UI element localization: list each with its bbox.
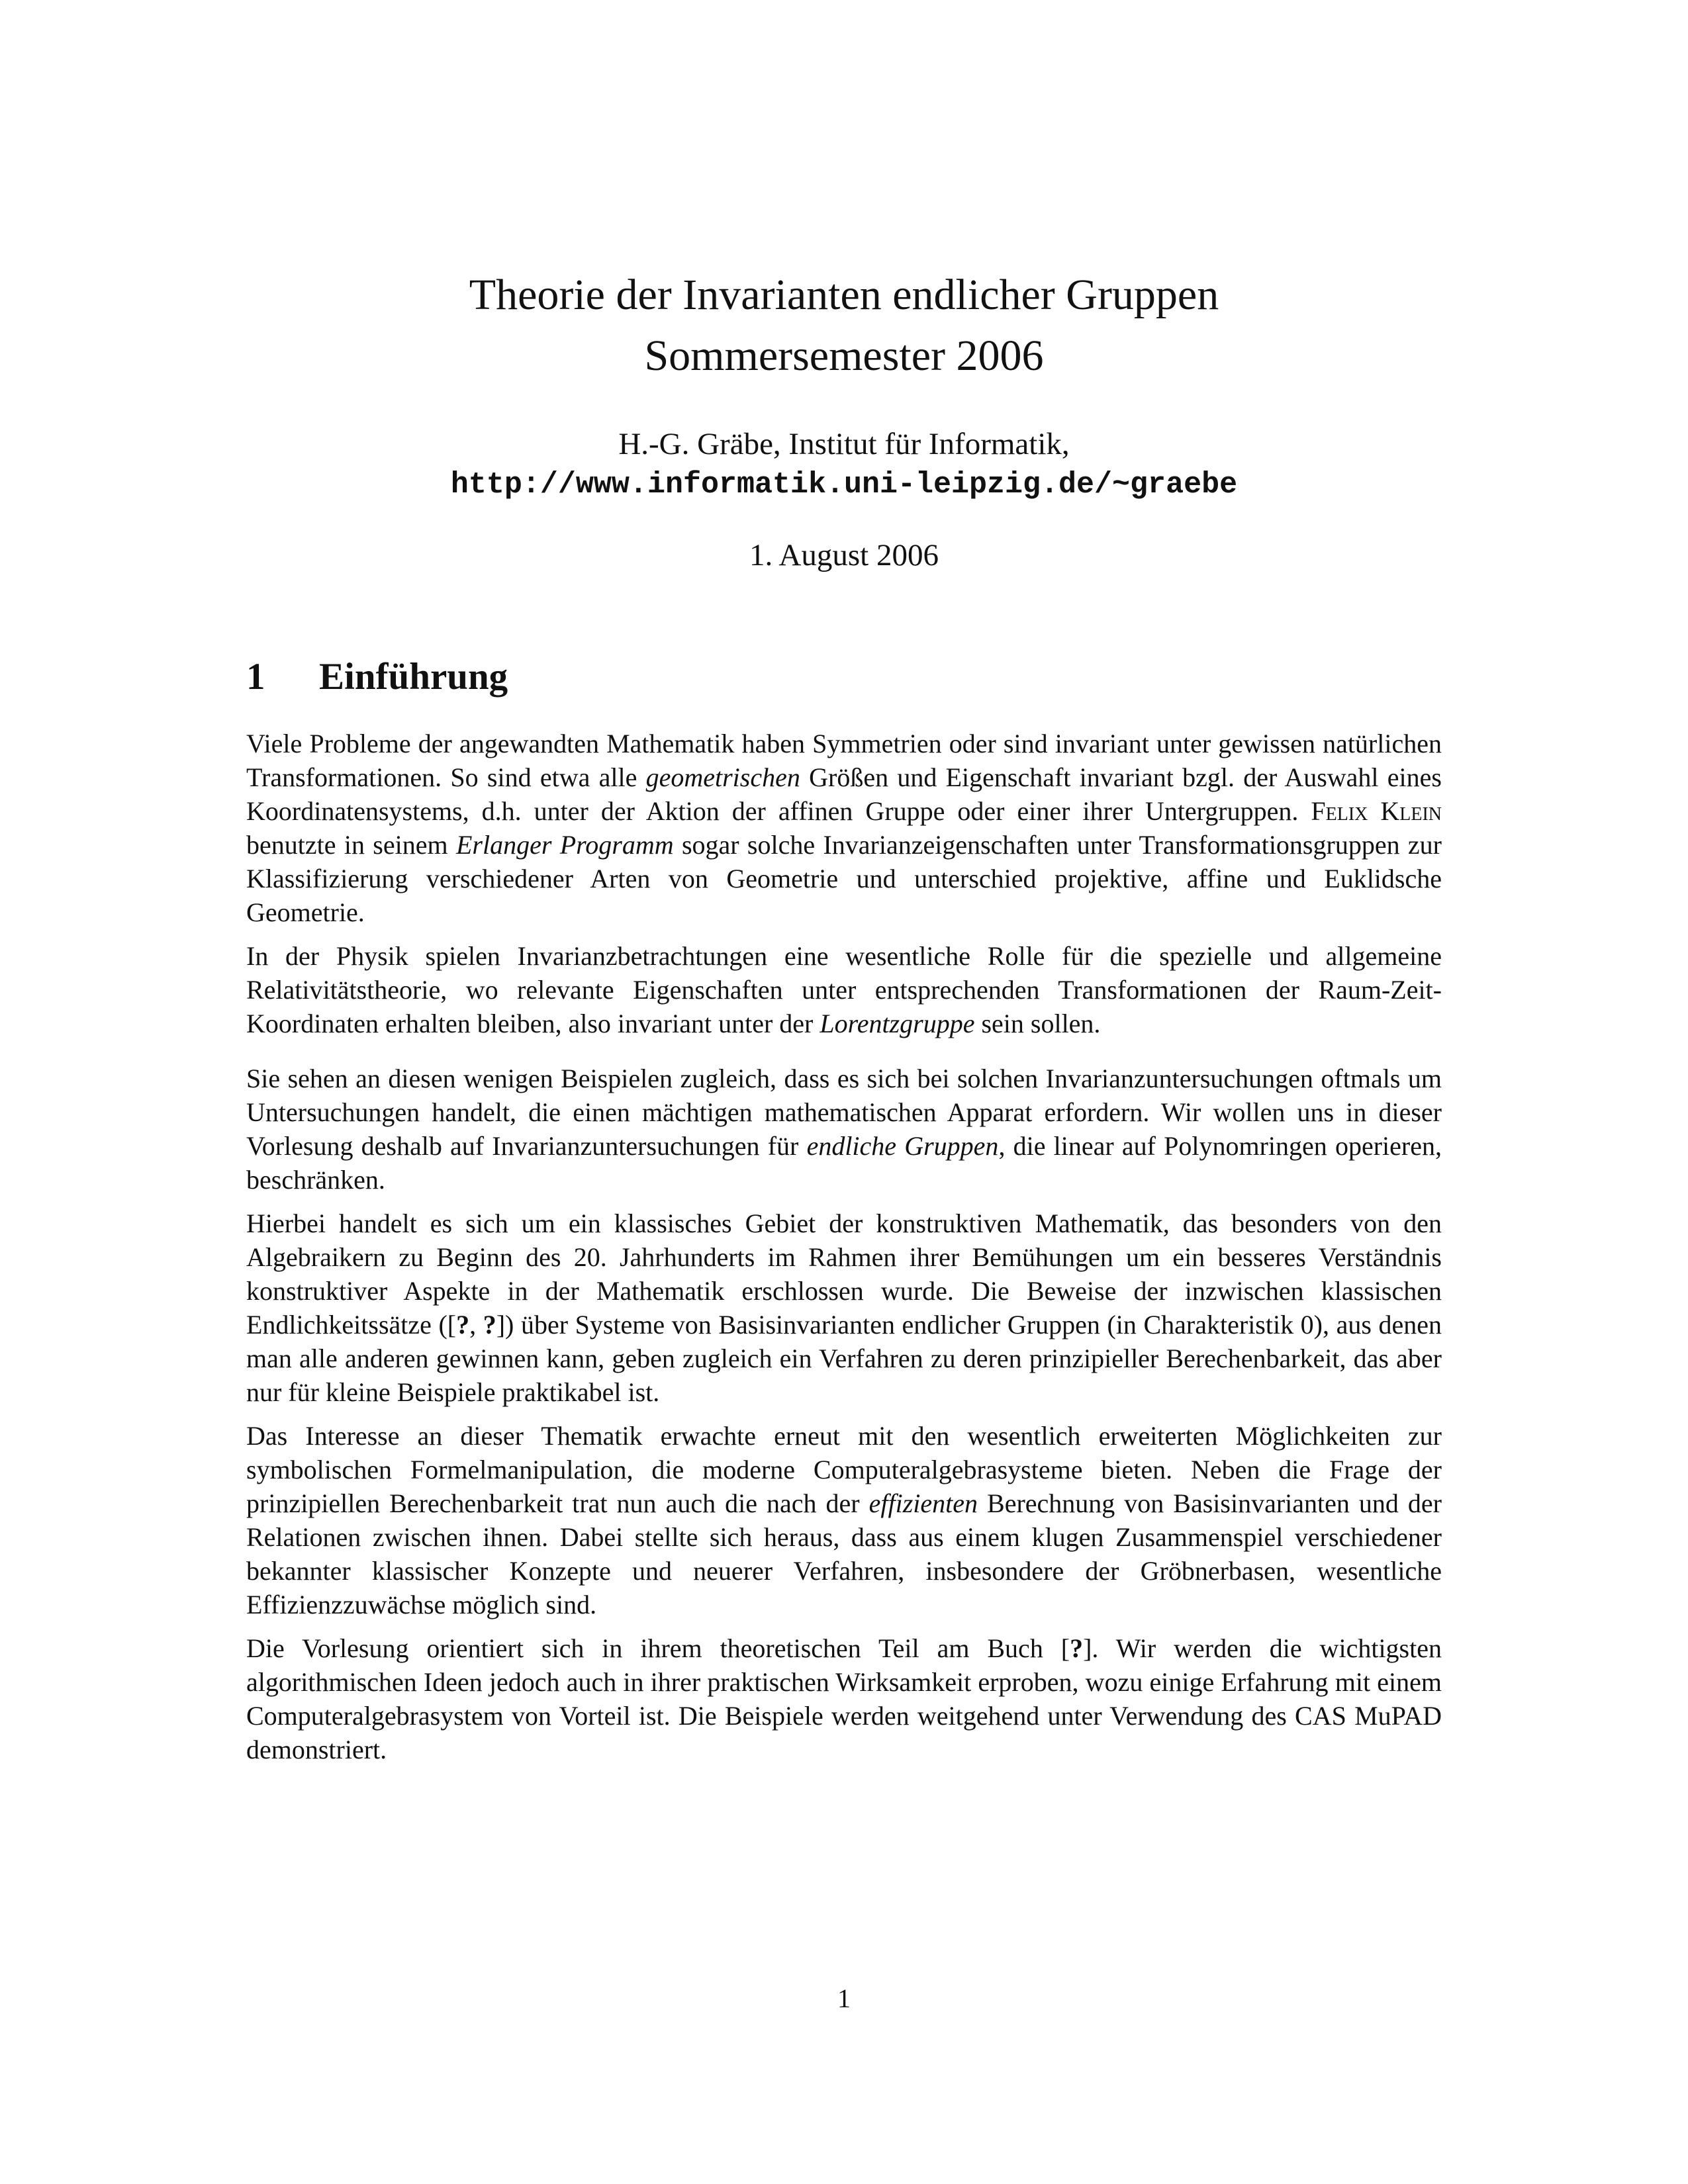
- title-block: [0, 265, 1688, 387]
- paragraph-6: Die Vorlesung orientiert sich in ihrem theoretischen Teil am Buch [?]. Wir werden die wichtigsten algorithmischen Ideen jedoch auch in ihrer praktischen Wirksamkeit erproben, wozu einige Erfahrung mit einem Computeralgebrasystem von Vorteil ist. Die Beispiele werden weitgehend unter Verwendung des CAS MuPAD demonstriert.: [246, 1633, 1442, 1764]
- paragraph-1: Viele Probleme der angewandten Mathematik haben Symmetrien oder sind invariant unter gewissen natürlichen Transformationen. So sind etwa alle geometrischen Größen und Eigenschaft invariant bzgl. der Auswahl eines Koordinatensystems, d.h. unter der Aktion der affinen Gruppe oder einer ihrer Untergruppen. Felix Klein benutzte in seinem Erlanger Programm sogar solche Invarianzeigenschaften unter Transformationsgruppen zur Klassifizierung verschiedener Arten von Geometrie und unterschied projektive, affine und Euklidsche Geometrie.: [246, 729, 1442, 927]
- document-title: Theorie der Invarianten endlicher Gruppen: [469, 271, 1219, 319]
- section-heading: [246, 654, 508, 700]
- paragraph-3: Sie sehen an diesen wenigen Beispielen zugleich, dass es sich bei solchen Invarianzuntersuchungen oftmals um Untersuchungen handelt, die einen mächtigen mathematischen Apparat erfordern. Wir wollen uns in dieser Vorlesung deshalb auf Invarianzuntersuchungen für endliche Gruppen, die linear auf Polynomringen operieren, beschränken.: [246, 1064, 1442, 1195]
- paragraph-5: Das Interesse an dieser Thematik erwachte erneut mit den wesentlich erweiterten Möglichkeiten zur symbolischen Formelmanipulation, die moderne Computeralgebrasysteme bieten. Neben die Frage der prinzipiellen Berechenbarkeit trat nun auch die nach der effizienten Berechnung von Basisinvarianten und der Relationen zwischen ihnen. Dabei stellte sich heraus, dass aus einem klugen Zusammenspiel verschiedener bekannter klassischer Konzepte und neuerer Verfahren, insbesondere der Gröbnerbasen, wesentliche Effizienzzuwächse möglich sind.: [246, 1421, 1442, 1619]
- document-subtitle: Sommersemester 2006: [644, 332, 1044, 380]
- citation-ref[interactable]: ?: [483, 1310, 496, 1340]
- emphasis-lorentzgruppe: Lorentzgruppe: [820, 1009, 975, 1038]
- body-text: [246, 727, 1442, 1776]
- page-number: 1: [837, 1983, 851, 2013]
- person-name-felix-klein: Felix Klein: [1311, 796, 1442, 826]
- paragraph-2: In der Physik spielen Invarianzbetrachtungen eine wesentliche Rolle für die spezielle und allgemeine Relativitätstheorie, wo relevante Eigenschaften unter entsprechenden Transformationen der Raum-Zeit-Koordinaten erhalten bleiben, also invariant unter der Lorentzgruppe sein sollen.: [246, 941, 1442, 1038]
- citation-ref[interactable]: ?: [456, 1310, 470, 1340]
- author-affiliation: H.-G. Gräbe, Institut für Informatik,: [618, 427, 1070, 461]
- citation-ref[interactable]: ?: [1070, 1633, 1084, 1663]
- section-number: 1: [246, 656, 265, 698]
- document-date: 1. August 2006: [749, 538, 939, 572]
- emphasis-endliche-gruppen: endliche Gruppen: [806, 1131, 999, 1161]
- author-block: [0, 424, 1688, 506]
- emphasis-erlanger-programm: Erlanger Programm: [455, 830, 674, 860]
- paragraph-4: Hierbei handelt es sich um ein klassisches Gebiet der konstruktiven Mathematik, das besonders von den Algebraikern zu Beginn des 20. Jahrhunderts im Rahmen ihrer Bemühungen um ein besseres Verständnis konstruktiver Aspekte in der Mathematik erschlossen wurde. Die Beweise der inzwischen klassischen Endlichkeitssätze ([?, ?]) über Systeme von Basisinvarianten endlicher Gruppen (in Charakteristik 0), aus denen man alle anderen gewinnen kann, geben zugleich ein Verfahren zu deren prinzipieller Berechenbarkeit, das aber nur für kleine Beispiele praktikabel ist.: [246, 1208, 1442, 1407]
- author-url[interactable]: http://www.informatik.uni-leipzig.de/~graebe: [450, 468, 1238, 502]
- section-title: Einführung: [319, 656, 508, 698]
- emphasis-effizienten: effizienten: [868, 1488, 978, 1518]
- emphasis-geometrischen: geometrischen: [645, 762, 800, 792]
